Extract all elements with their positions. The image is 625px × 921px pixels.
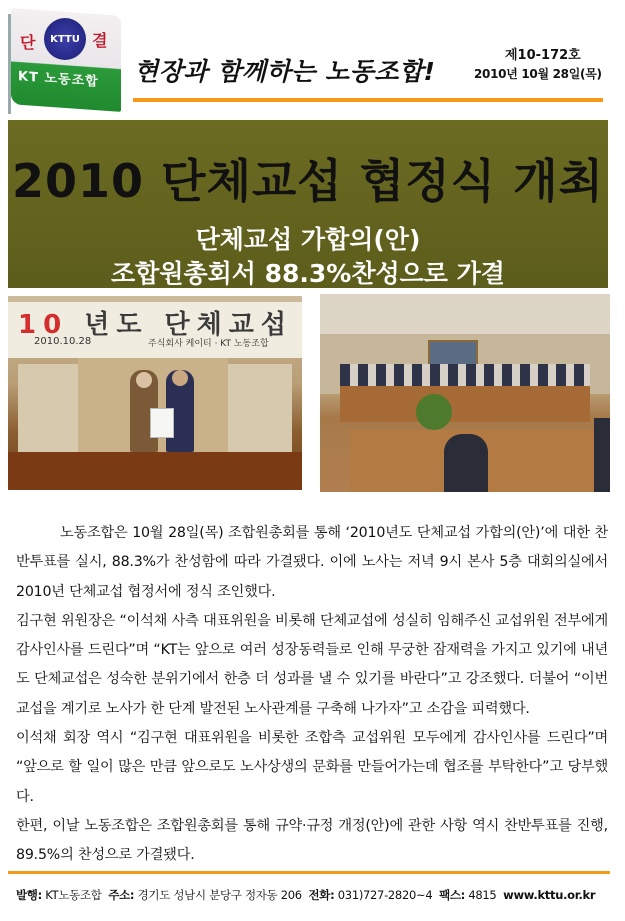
- room-ceiling: [320, 294, 610, 334]
- headline-title: 2010 단체교섭 협정식 개최: [12, 154, 604, 208]
- person-right-head: [172, 370, 188, 386]
- footer-publisher-label: 발행:: [16, 888, 42, 902]
- footer-website[interactable]: www.kttu.or.kr: [503, 888, 596, 902]
- article-body: [16, 519, 608, 871]
- footer-address: 경기도 성남시 분당구 정자동 206: [137, 888, 302, 902]
- kttu-emblem-icon: KTTU: [44, 18, 86, 60]
- photo-conference-room: [320, 294, 610, 492]
- footer-divider: [8, 871, 610, 874]
- footer-info: [16, 887, 595, 903]
- headline-subtitle-2: 조합원총회서 88.3%찬성으로 가결: [111, 259, 505, 288]
- photo-table: [8, 452, 302, 490]
- seated-delegates: [340, 364, 590, 386]
- agreement-document: [150, 408, 174, 438]
- sign-title: 10 년도 단체교섭: [18, 310, 293, 340]
- footer-address-label: 주소:: [108, 888, 135, 902]
- seated-person-back: [444, 434, 488, 492]
- header-divider: [133, 98, 603, 102]
- table-plant: [416, 394, 452, 430]
- photo-signing-ceremony: [8, 296, 302, 490]
- footer-phone-label: 전화:: [308, 888, 335, 902]
- article-paragraph-1: 노동조합은 10월 28일(목) 조합원총회를 통해 ‘2010년도 단체교섭 가합의(안)’에 대한 찬반투표를 실시, 88.3%가 찬성함에 따라 가결됐다. 이에 노사는 저녁 9시 본사 5층 대회의실에서 2010년 단체교섭 협정서에 정식 조인했다.: [16, 525, 608, 600]
- sign-org: 주식회사 케이티 · KT 노동조합: [148, 339, 269, 349]
- footer-fax: 4815: [468, 888, 497, 902]
- footer-publisher: KT노동조합: [45, 888, 102, 902]
- far-table: [340, 386, 590, 422]
- issue-date: 2010년 10월 28일(목): [474, 67, 602, 81]
- flag-right-char: 결: [92, 31, 108, 50]
- article-paragraph-2: 김구현 위원장은 “이석채 사측 대표위원을 비롯해 단체교섭에 성실히 임해주신 교섭위원 전부에게 감사인사를 드린다”며 “KT는 앞으로 여러 성장동력들로 인해 무궁한 잠재력을 가지고 있기에 내년도 단체교섭은 성숙한 분위기에서 한층 더 성과를 낼 수 있기를 바란다”고 강조했다. 더불어 “이번 교섭을 계기로 노사가 한 단계 발전된 노사관계를 구축해 나가자”고 소감을 피력했다.: [16, 612, 608, 717]
- person-left-head: [136, 372, 152, 388]
- issue-number: 제10-172호: [505, 48, 581, 63]
- footer-phone: 031)727-2820~4: [337, 888, 433, 902]
- headline-subtitle-1: 단체교섭 가합의(안): [195, 225, 421, 254]
- header-slogan: 현장과 함께하는 노동조합!: [134, 57, 436, 86]
- flag-left-char: 단: [20, 33, 36, 52]
- article-paragraph-3: 이석채 회장 역시 “김구현 대표위원을 비롯한 조합측 교섭위원 모두에게 감사인사를 드린다”며 “앞으로 할 일이 많은 만큼 앞으로도 노사상생의 문화를 만들어가는데 협조를 부탁한다”고 당부했다.: [16, 730, 608, 805]
- sign-date: 2010.10.28: [34, 336, 92, 347]
- footer-fax-label: 팩스:: [439, 888, 465, 902]
- article-paragraph-4: 한편, 이날 노동조합은 조합원총회를 통해 규약·규정 개정(안)에 관한 사항 역시 찬반투표를 진행, 89.5%의 찬성으로 가결됐다.: [16, 817, 608, 864]
- seated-person-edge: [594, 418, 610, 492]
- flag-union-name: KT 노동조합: [18, 69, 99, 90]
